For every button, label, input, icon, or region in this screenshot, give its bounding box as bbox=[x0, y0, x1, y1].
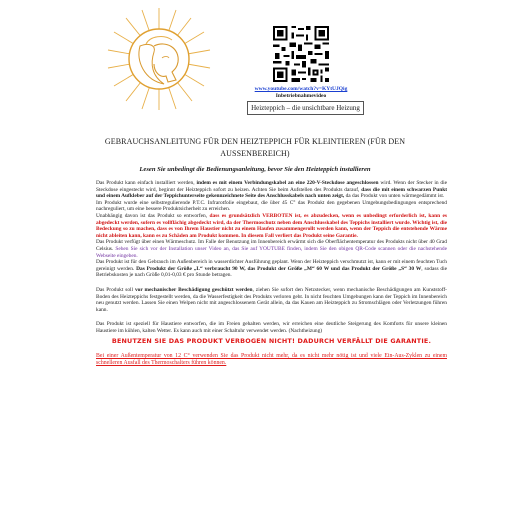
paragraph-mechanical-damage bbox=[96, 287, 447, 313]
slogan-box: Heizteppich – die unsichtbare Heizung bbox=[247, 101, 364, 115]
video-caption: Inbetriebnahmevideo bbox=[275, 93, 327, 99]
document-subtitle: Lesen Sie unbedingt die Bedienungsanleitung, bevor Sie den Heizteppich installieren bbox=[139, 166, 371, 173]
bold-text: vor mechanischer Beschädigung geschützt werden bbox=[134, 286, 253, 293]
text: Das Produkt soll bbox=[96, 286, 135, 293]
document-body bbox=[96, 180, 447, 368]
text: Unabhängig davon ist das Produkt so entworfen, bbox=[96, 212, 210, 219]
qr-block bbox=[252, 24, 350, 99]
youtube-link[interactable]: www.youtube.com/watch?v=KYtUJQig bbox=[254, 86, 348, 92]
red-warning-text: dass es grundsätzlich VERBOTEN ist, es abzudecken, wenn es unbedingt erforderlich ist, kann es abgedeckt werden, sofern es vollflächig abgedeckt wird, da der Thermoschutz neben dem Anschlusskabel des Teppichs installiert wurde. Wichtig ist, die Bedeckung so zu machen, dass es von Ihrem Haustier nicht zu einem Haufen zusammengerollt werden kann, wenn der Teppich die entstehende Wärme nicht ableiten kann, kann es zu Schäden am Produkt kommen. In diesem Fall verliert das Produkt seine Garantie. bbox=[96, 212, 447, 239]
paragraph-heat-protection bbox=[96, 239, 447, 259]
video-hint-text: Sehen Sie sich vor der Installation unser Video an, das Sie auf YOUTUBE finden, indem Sie den obigen QR-Code scannen oder die nachstehende Webseite eingeben. bbox=[96, 245, 448, 259]
text: Das Produkt kann einfach installiert werden, bbox=[96, 180, 197, 186]
bold-text: indem es mit einem Verbindungskabel an eine 220-V-Steckdose angeschlossen bbox=[196, 180, 379, 186]
bold-text: Das Produkt der Größe „L“ verbraucht 90 W, das Produkt der Größe „M“ 60 W und das Produkt der Größe „S“ 30 W bbox=[136, 265, 422, 272]
brand-logo bbox=[106, 6, 212, 112]
document-title: GEBRAUCHSANLEITUNG FÜR DEN HEIZTEPPICH FÜR KLEINTIEREN (FÜR DEN AUSSENBEREICH) bbox=[104, 137, 406, 158]
text: , ziehen Sie sofort den Netzstecker, wenn mechanische Beschädigungen am Kunststoff-Boden des Heizteppichs festgestellt werden, da die Wasserfestigkeit des Produkts verloren geht. In nicht feuchten Umgebungen kann der Teppich im Innenbereich neu genutzt werden. Lassen Sie einen Welpen nicht mit angeschlossenem Gerät allein, da das Kauen am Heizteppich zu Stromschlägen oder Verletzungen führen kann. bbox=[96, 286, 447, 313]
bold-text: dass die mit einem schwarzen Punkt und einem Aufkleber auf der Teppichunterseite gekennzeichnete Seite des Anschlusskabels nach unten zeigt, bbox=[96, 186, 447, 200]
text: wird. Wenn der Stecker in die Steckdose eingesteckt wird, beginnt der Heizteppich sofort zu heizen. Achten Sie beim Aufstellen des Produkts darauf, bbox=[96, 180, 448, 193]
paragraph-installation bbox=[96, 180, 447, 200]
paragraph-covering bbox=[96, 213, 447, 239]
temperature-footnote: Bei einer Außentemperatur von 12 C° verwenden Sie das Produkt nicht mehr, da es nicht mehr nötig ist und viele Ein-Aus-Zyklen zu einem schnelleren Ausfall des Thermoschalters führen können. bbox=[96, 353, 447, 367]
text: Das Produkt verfügt über einen Wärmeschutz. Im Falle der Benutzung im Innenbereich erwärmt sich die Oberflächentemperatur des Produkts nicht über 40 Grad Celsius. bbox=[96, 239, 447, 252]
spacer bbox=[96, 279, 447, 287]
paragraph-outdoor-use bbox=[96, 259, 447, 279]
qr-code[interactable] bbox=[271, 24, 331, 84]
warranty-warning: BENUTZEN SIE DAS PRODUKT VERBOGEN NICHT! DADURCH VERFÄLLT DIE GARANTIE. bbox=[111, 337, 432, 346]
text: , sodass die Betriebskosten je nach Größe 0,01-0,03 € pro Stunde betragen. bbox=[96, 265, 448, 279]
paragraph-ptc-film: Im Produkt wurde eine selbstregulierende P.T.C. Infrarotfolie eingebaut, die über 45 C° das Produkt den gegebenen Umgebungsbedingungen entsprechend nachreguliert, um eine bessere Produktsicherheit zu erreichen. bbox=[96, 199, 447, 213]
text: Das Produkt ist für den Gebrauch im Außenbereich in wasserdichter Ausführung geplant. Wenn der Heizteppich verschmutzt ist, kann er mit einem feuchten Tuch gereinigt werden. bbox=[96, 259, 447, 272]
paragraph-outdoor-pets: Das Produkt ist speziell für Haustiere entworfen, die im Freien gehalten werden, wir erreichen eine deutliche Steigerung des Komforts für unsere kleinen Haustiere im kühlen, kalten Wetter. Es kann auch mit einer Schaltuhr verwendet werden. (Nachtheizung) bbox=[96, 321, 447, 334]
text: da das Produkt von unten wärmegedämmt ist. bbox=[344, 193, 445, 200]
